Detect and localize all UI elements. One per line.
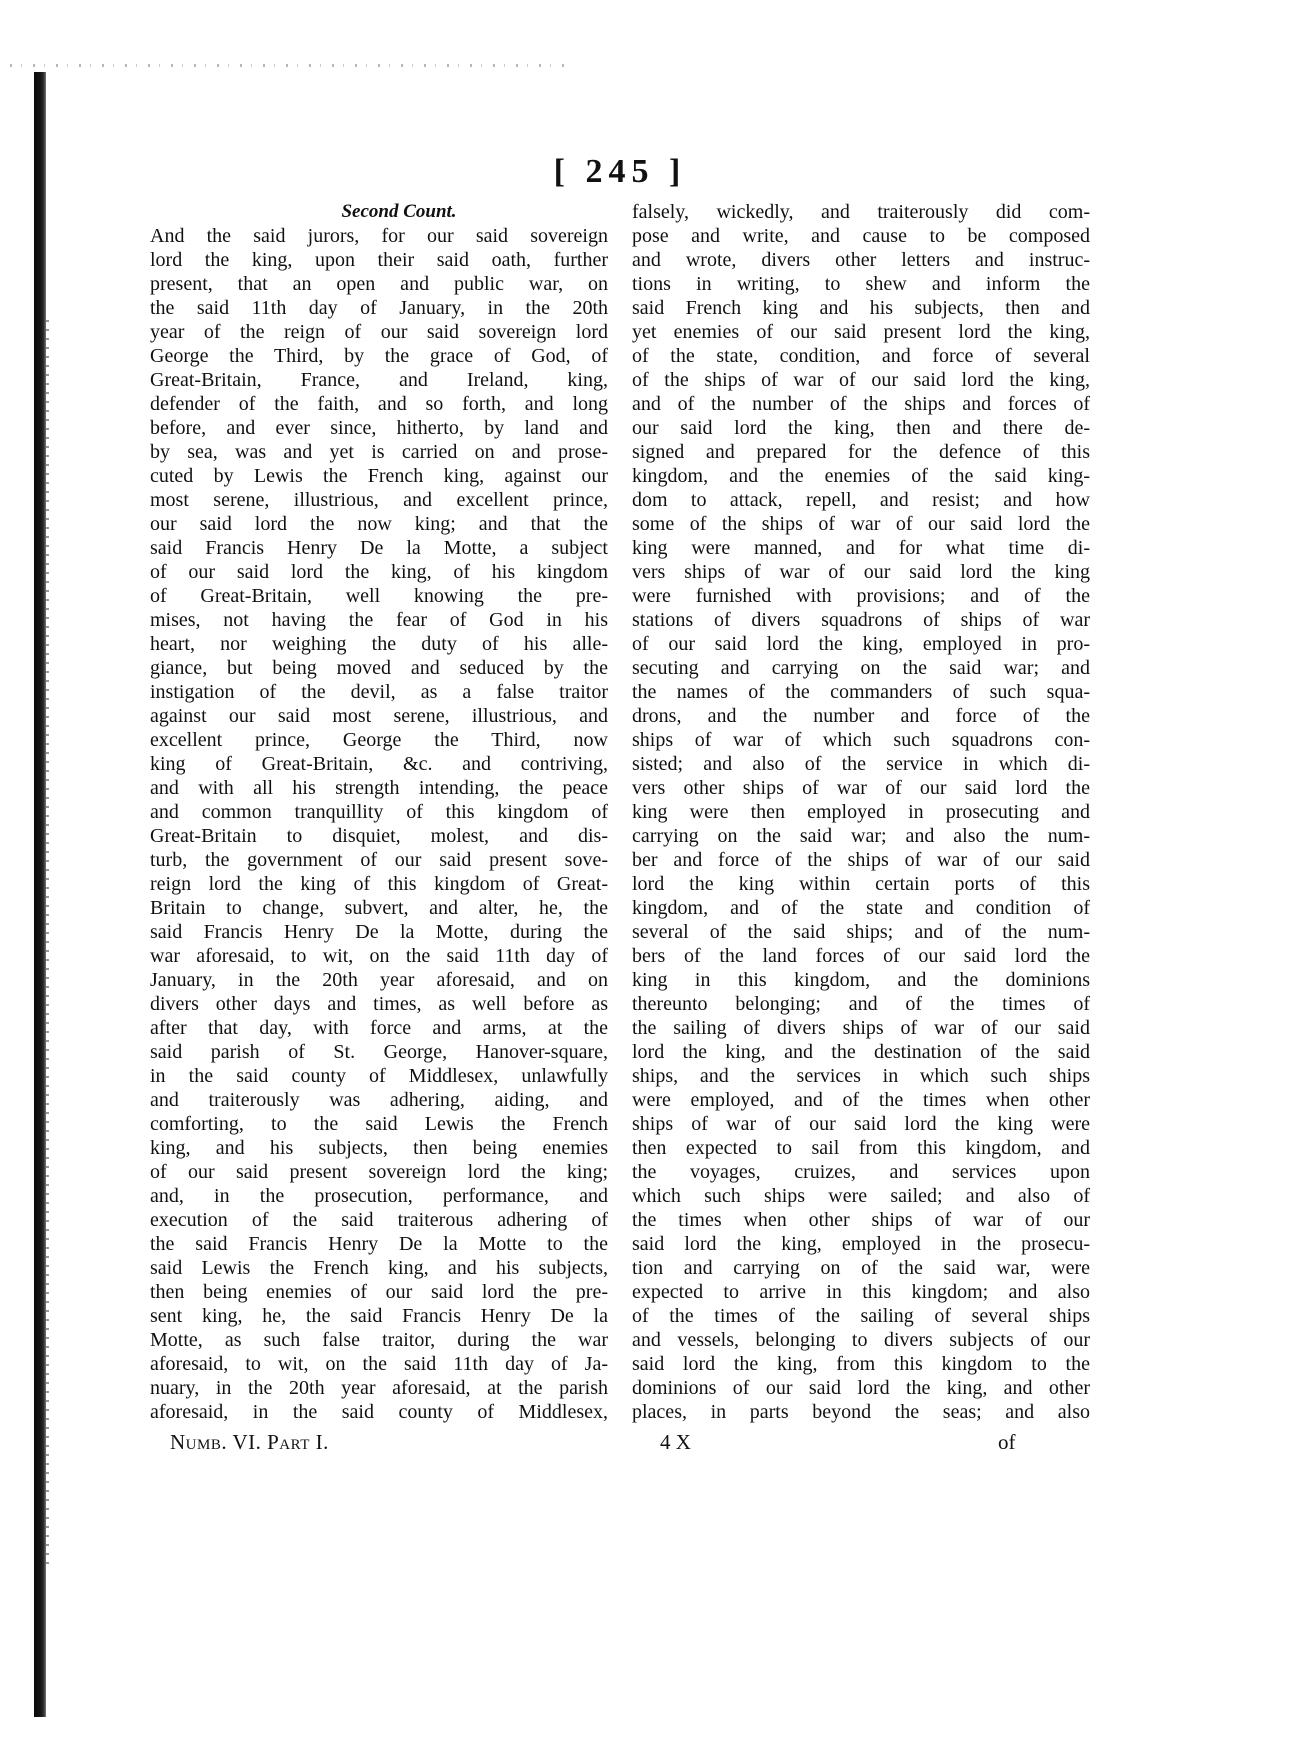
text-line: execution of the said traiterous adhering of	[150, 1209, 608, 1231]
text-line: of our said lord the king, employed in pro-	[632, 633, 1090, 655]
scan-binding-edge	[34, 72, 46, 1717]
text-line: king of Great-Britain, &c. and contriving,	[150, 753, 608, 775]
text-line: by sea, was and yet is carried on and prose-	[150, 441, 608, 463]
text-line: vers other ships of war of our said lord the	[632, 777, 1090, 799]
text-line: the names of the commanders of such squa-	[632, 681, 1090, 703]
text-line: lord the king, and the destination of the said	[632, 1041, 1090, 1063]
text-line: the sailing of divers ships of war of our said	[632, 1017, 1090, 1039]
text-line: ber and force of the ships of war of our said	[632, 849, 1090, 871]
text-line: said lord the king, employed in the prosecu-	[632, 1233, 1090, 1255]
text-line: the said 11th day of January, in the 20th	[150, 297, 608, 319]
text-line: said Francis Henry De la Motte, during the	[150, 921, 608, 943]
text-line: of the state, condition, and force of several	[632, 345, 1090, 367]
footer-signature: Numb. VI. Part I.	[170, 1430, 329, 1454]
text-line: after that day, with force and arms, at the	[150, 1017, 608, 1039]
right-column	[632, 200, 1090, 1424]
text-line: George the Third, by the grace of God, of	[150, 345, 608, 367]
text-line: nuary, in the 20th year aforesaid, at the parish	[150, 1377, 608, 1399]
text-line: and common tranquillity of this kingdom of	[150, 801, 608, 823]
text-line: heart, nor weighing the duty of his alle-	[150, 633, 608, 655]
text-line: kingdom, and of the state and condition of	[632, 897, 1090, 919]
text-line: then expected to sail from this kingdom, and	[632, 1137, 1090, 1159]
text-line: said parish of St. George, Hanover-square,	[150, 1041, 608, 1063]
text-line: king, and his subjects, then being enemies	[150, 1137, 608, 1159]
text-line: ships of war of which such squadrons con-	[632, 729, 1090, 751]
text-line: of our said lord the king, of his kingdom	[150, 561, 608, 583]
text-line: of the times of the sailing of several ships	[632, 1305, 1090, 1327]
scan-noise-top	[10, 64, 570, 67]
text-line: January, in the 20th year aforesaid, and on	[150, 969, 608, 991]
text-line: And the said jurors, for our said sovereign	[150, 225, 608, 247]
section-heading: Second Count.	[341, 201, 457, 222]
text-line: divers other days and times, as well before as	[150, 993, 608, 1015]
page-number: [ 245 ]	[553, 153, 687, 190]
text-line: sisted; and also of the service in which di-	[632, 753, 1090, 775]
text-line: the said Francis Henry De la Motte to the	[150, 1233, 608, 1255]
text-line: Britain to change, subvert, and alter, he, the	[150, 897, 608, 919]
text-line: king in this kingdom, and the dominions	[632, 969, 1090, 991]
text-line: year of the reign of our said sovereign lord	[150, 321, 608, 343]
text-line: secuting and carrying on the said war; and	[632, 657, 1090, 679]
text-line: comforting, to the said Lewis the French	[150, 1113, 608, 1135]
text-line: ships of war of our said lord the king were	[632, 1113, 1090, 1135]
text-line: our said lord the king, then and there de-	[632, 417, 1090, 439]
text-line: were furnished with provisions; and of the	[632, 585, 1090, 607]
text-line: dominions of our said lord the king, and other	[632, 1377, 1090, 1399]
text-line: of the ships of war of our said lord the king,	[632, 369, 1090, 391]
text-line: of Great-Britain, well knowing the pre-	[150, 585, 608, 607]
text-line: in the said county of Middlesex, unlawfully	[150, 1065, 608, 1087]
text-line: signed and prepared for the defence of this	[632, 441, 1090, 463]
text-line: lord the king within certain ports of this	[632, 873, 1090, 895]
text-line: aforesaid, to wit, on the said 11th day of Ja-	[150, 1353, 608, 1375]
text-line: tion and carrying on of the said war, were	[632, 1257, 1090, 1279]
text-line: were employed, and of the times when other	[632, 1089, 1090, 1111]
text-line: against our said most serene, illustrious, and	[150, 705, 608, 727]
text-line: some of the ships of war of our said lord the	[632, 513, 1090, 535]
text-line: and vessels, belonging to divers subjects of our	[632, 1329, 1090, 1351]
text-line: yet enemies of our said present lord the king,	[632, 321, 1090, 343]
text-line: Great-Britain to disquiet, molest, and dis-	[150, 825, 608, 847]
text-line: thereunto belonging; and of the times of	[632, 993, 1090, 1015]
text-line: said Francis Henry De la Motte, a subject	[150, 537, 608, 559]
text-line: said Lewis the French king, and his subjects,	[150, 1257, 608, 1279]
text-line: sent king, he, the said Francis Henry De la	[150, 1305, 608, 1327]
text-line: places, in parts beyond the seas; and also	[632, 1401, 1090, 1423]
text-line: giance, but being moved and seduced by the	[150, 657, 608, 679]
text-line: before, and ever since, hitherto, by land and	[150, 417, 608, 439]
text-line: and with all his strength intending, the peace	[150, 777, 608, 799]
text-line: instigation of the devil, as a false traitor	[150, 681, 608, 703]
text-line: tions in writing, to shew and inform the	[632, 273, 1090, 295]
text-line: drons, and the number and force of the	[632, 705, 1090, 727]
text-line: said French king and his subjects, then and	[632, 297, 1090, 319]
text-line: falsely, wickedly, and traiterously did com-	[632, 201, 1090, 223]
page-footer	[170, 1428, 1120, 1458]
text-line: pose and write, and cause to be composed	[632, 225, 1090, 247]
text-line: mises, not having the fear of God in his	[150, 609, 608, 631]
text-line: and of the number of the ships and forces of	[632, 393, 1090, 415]
text-line: which such ships were sailed; and also of	[632, 1185, 1090, 1207]
text-line: Motte, as such false traitor, during the war	[150, 1329, 608, 1351]
text-line: said lord the king, from this kingdom to the	[632, 1353, 1090, 1375]
text-line: turb, the government of our said present sove-	[150, 849, 608, 871]
text-line: and traiterously was adhering, aiding, and	[150, 1089, 608, 1111]
text-line: king were manned, and for what time di-	[632, 537, 1090, 559]
text-line: king were then employed in prosecuting and	[632, 801, 1090, 823]
text-line: dom to attack, repell, and resist; and how	[632, 489, 1090, 511]
text-line: the voyages, cruizes, and services upon	[632, 1161, 1090, 1183]
text-line: most serene, illustrious, and excellent prince,	[150, 489, 608, 511]
text-line: bers of the land forces of our said lord the	[632, 945, 1090, 967]
text-line: and, in the prosecution, performance, and	[150, 1185, 608, 1207]
text-line: then being enemies of our said lord the pre-	[150, 1281, 608, 1303]
text-line: cuted by Lewis the French king, against our	[150, 465, 608, 487]
text-line: of our said present sovereign lord the king;	[150, 1161, 608, 1183]
text-line: and wrote, divers other letters and instruc-	[632, 249, 1090, 271]
footer-catchword: of	[998, 1430, 1016, 1454]
text-line: excellent prince, George the Third, now	[150, 729, 608, 751]
text-line: Great-Britain, France, and Ireland, king,	[150, 369, 608, 391]
scan-edge-speckle	[46, 320, 49, 1570]
text-line: our said lord the now king; and that the	[150, 513, 608, 535]
text-line: reign lord the king of this kingdom of Great-	[150, 873, 608, 895]
text-line: ships, and the services in which such ships	[632, 1065, 1090, 1087]
text-line: carrying on the said war; and also the num-	[632, 825, 1090, 847]
text-line: several of the said ships; and of the num-	[632, 921, 1090, 943]
text-line: aforesaid, in the said county of Middlesex,	[150, 1401, 608, 1423]
left-column	[150, 200, 608, 1424]
text-line: kingdom, and the enemies of the said king-	[632, 465, 1090, 487]
text-line: present, that an open and public war, on	[150, 273, 608, 295]
footer-signature-mark: 4 X	[660, 1430, 691, 1454]
text-line: stations of divers squadrons of ships of war	[632, 609, 1090, 631]
text-line: lord the king, upon their said oath, further	[150, 249, 608, 271]
text-line: the times when other ships of war of our	[632, 1209, 1090, 1231]
text-line: war aforesaid, to wit, on the said 11th day of	[150, 945, 608, 967]
text-line: defender of the faith, and so forth, and long	[150, 393, 608, 415]
text-line: expected to arrive in this kingdom; and also	[632, 1281, 1090, 1303]
text-line: vers ships of war of our said lord the king	[632, 561, 1090, 583]
